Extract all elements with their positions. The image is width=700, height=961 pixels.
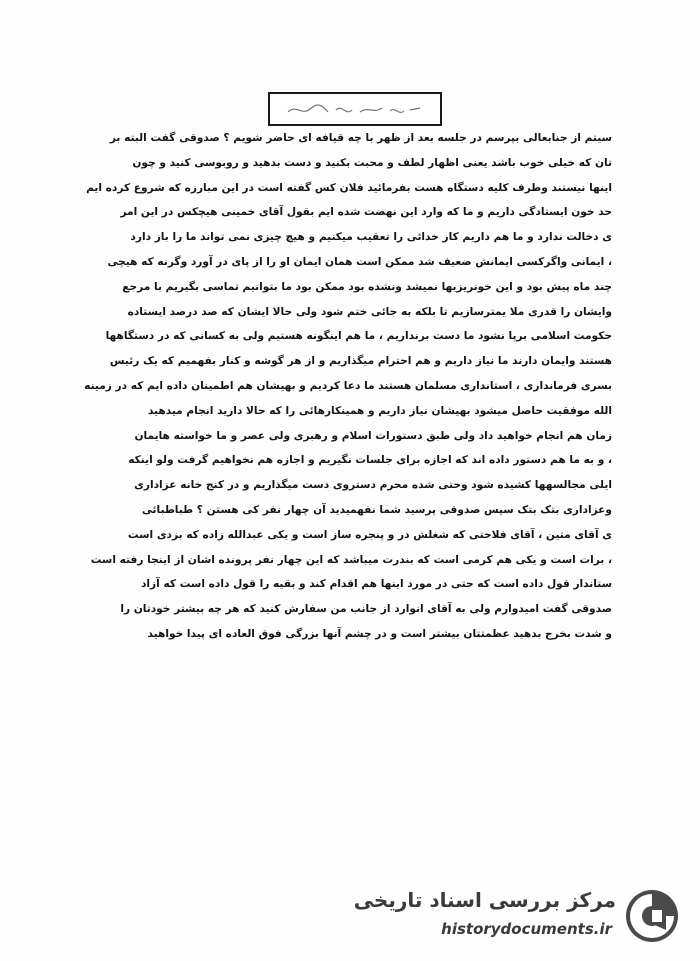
text-line: الله موفقیت حاصل میشود بهیشان نیاز داریم و همینکارهائی را که حالا دارید انجام میدهید — [147, 404, 612, 417]
text-line: زمان هم انجام خواهید داد ولی طبق دستورات اسلام و رهبری ولی عصر و ما خواسته هایمان — [134, 429, 612, 442]
archive-watermark — [353, 884, 682, 954]
text-line: ، برات است و یکی هم کرمی است که بندرت میباشد که این چهار نفر پرونده اشان از اینجا رفته است — [90, 553, 612, 566]
text-line: تان که خیلی خوب باشد یعنی اظهار لطف و محبت بکنید و دست بدهید و روبوسی کنید و چون — [132, 156, 612, 169]
archive-website: historydocuments.ir — [441, 920, 612, 938]
text-line: بسری فرمانداری ، استانداری مسلمان هستند ما دعا کردیم و بهیشان هم اطمینان داده ایم که در زمینه — [84, 379, 612, 392]
text-line: ی آقای متین ، آقای فلاحتی که شغلش در و پنجره ساز است و یکی عبدالله زاده که بزدی است — [127, 528, 612, 541]
text-line: چند ماه پیش بود و این خونریزیها نمیشد ونشده بود ممکن بود ما بتوانیم تماسی بگیریم با مرجع — [122, 280, 612, 293]
archive-center-name: مرکز بررسی اسناد تاریخی — [353, 888, 616, 912]
text-line: ایلی مجالسهها کشیده شود وحتی شده محرم دستروی دست میگذاریم و در کنج خانه عزاداری — [134, 479, 612, 492]
text-line: هستند وایمان دارند ما نیاز داریم و هم احترام میگذاریم و از هر گوشه و کنار بفهمیم که یک رئیس — [109, 355, 612, 368]
text-line: وعزاداری بتک بتک سپس صدوقی پرسید شما نفهمیدید آن چهار نفر کی هستن ؟ طباطبائی — [141, 503, 612, 516]
handwritten-stamp-box — [268, 92, 442, 126]
text-line: ی دخالت ندارد و ما هم داریم کار خدائی را تعقیب میکنیم و هیچ چیزی نمی تواند ما را باز دارد — [130, 231, 612, 244]
handwritten-scribble-icon — [282, 100, 428, 118]
archive-center-logo-icon — [622, 886, 682, 946]
text-line: ، و به ما هم دستور داده اند که اجازه برای جلسات نگیریم و اجازه هم نخواهیم گرفت ولو اینکه — [128, 454, 612, 467]
text-line: وایشان را قدری ملا یمترسازیم تا بلکه به جائی ختم شود ولی حالا ایشان که صد درصد ایستاده — [127, 305, 612, 318]
document-body — [84, 126, 612, 647]
text-line: حکومت اسلامی برپا نشود ما دست برنداریم ، ما هم اینگونه هستیم ولی به کسانی که در دستگاهها — [105, 330, 612, 343]
text-line: صدوقی گفت امیدوارم ولی به آقای انوارد از جانب من سفارش کنید که هر چه بیشتر خودتان را — [120, 603, 612, 616]
text-line: حد خون ایستادگی داریم و ما که وارد این نهضت شده ایم بقول آقای خمینی هیچکس در این امر — [120, 206, 612, 219]
text-line: ستاندار قول داده است که حتی در مورد اینها هم اقدام کند و بقیه را قول داده است که آزاد — [140, 578, 612, 591]
text-line: اینها نیستند وطرف کلیه دستگاه هست بفرمائید فلان کس گفته است در این مبارزه که شروع کرده ایم — [86, 181, 612, 194]
text-line: و شدت بخرج بدهید عظمتتان بیشتر است و در چشم آنها بزرگی فوق العاده ای پیدا خواهید — [147, 627, 612, 640]
text-line: ، ایمانی واگرکسی ایمانش ضعیف شد ممکن است همان ایمان او را از پای در آورد وگرنه که هیچی — [107, 255, 612, 268]
text-line: سیتم از جنابعالی بپرسم در جلسه بعد از ظهر با چه قیافه ای حاضر شویم ؟ صدوقی گفت البته بر — [109, 132, 612, 144]
